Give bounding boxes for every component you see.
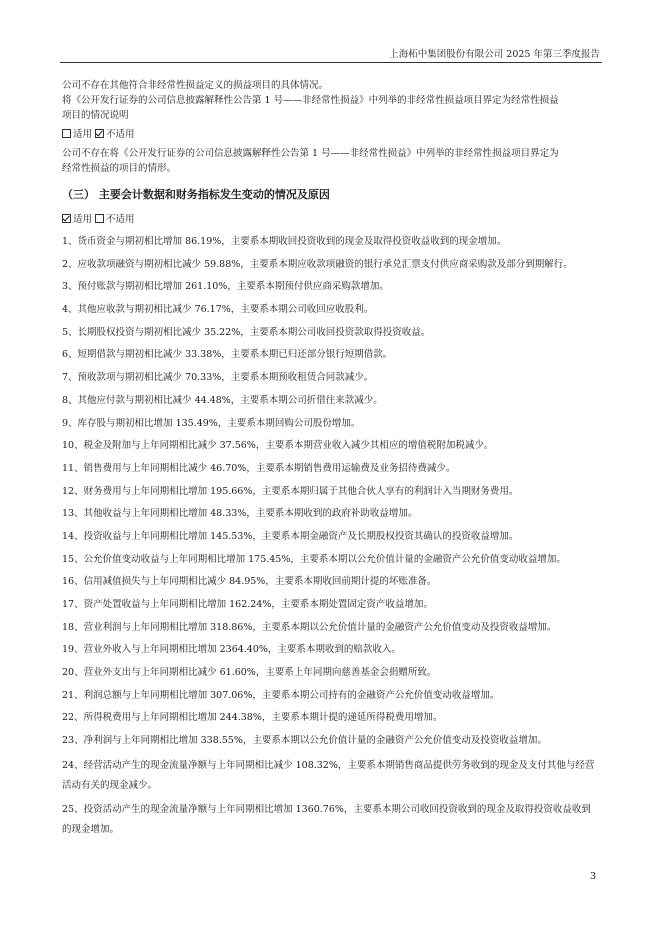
list-item: 18、营业利润与上年同期相比增加 318.86%，主要系本期以公允价值计量的金融资产公允价值变动及投资收益增加。 xyxy=(62,621,557,633)
page-number: 3 xyxy=(589,871,596,882)
checked-box-icon xyxy=(95,129,104,138)
change-reasons-list xyxy=(62,234,600,840)
list-item: 2、应收款项融资与期初相比减少 59.88%，主要系本期应收款项融资的银行承兑汇票支付供应商采购款及部分到期解行。 xyxy=(62,258,573,270)
list-item: 17、资产处置收益与上年同期相比增加 162.24%，主要系本期处置固定资产收益增加。 xyxy=(62,599,433,610)
intro-line-2: 将《公开发行证券的公司信息披露解释性公告第 1 号——非经常性损益》中列举的非经常性损益项目界定为经常性损益 xyxy=(62,95,559,106)
list-item: 3、预付账款与期初相比增加 261.10%，主要系本期预付供应商采购款增加。 xyxy=(62,281,389,293)
list-item: 25、投资活动产生的现金流量净额与上年同期相比增加 1360.76%，主要系本期公司收回投资收到的现金及取得投资收益收到的现金增加。 xyxy=(62,803,591,835)
list-item: 6、短期借款与期初相比减少 33.38%，主要系本期已归还部分银行短期借款。 xyxy=(62,349,393,361)
checked-box-icon xyxy=(62,214,71,223)
list-item: 7、预收款项与期初相比减少 70.33%，主要系本期预收租赁合同款减少。 xyxy=(62,372,374,384)
list-item: 12、财务费用与上年同期相比增加 195.66%，主要系本期归属于其他合伙人享有的利润计入当期财务费用。 xyxy=(62,485,519,497)
list-item: 22、所得税费用与上年同期相比增加 244.38%，主要系本期计提的递延所得税费用增加。 xyxy=(62,712,443,724)
list-item: 15、公允价值变动收益与上年同期相比增加 175.45%，主要系本期以公允价值计量的金融资产公允价值变动收益增加。 xyxy=(62,553,566,565)
section-title: （三） 主要会计数据和财务指标发生变动的情况及原因 xyxy=(62,188,330,201)
unchecked-box-icon xyxy=(62,129,71,138)
not-applicable-label: 不适用 xyxy=(106,214,135,225)
applicable-label: 适用 xyxy=(73,214,93,225)
list-item: 10、税金及附加与上年同期相比减少 37.56%，主要系本期营业收入减少其相应的增值税附加税减少。 xyxy=(62,440,494,452)
list-item: 5、长期股权投资与期初相比减少 35.22%，主要系本期公司收回投资款取得投资收益。 xyxy=(62,326,431,338)
list-item: 9、库存股与期初相比增加 135.49%，主要系本期回购公司股份增加。 xyxy=(62,417,361,429)
intro-line-5: 经常性损益的项目的情形。 xyxy=(62,163,177,174)
not-applicable-label: 不适用 xyxy=(106,129,135,140)
list-item: 4、其他应收款与期初相比减少 76.17%，主要系本期公司收回应收股利。 xyxy=(62,304,374,316)
list-item: 14、投资收益与上年同期相比增加 145.53%，主要系本期金融资产及长期股权投资其确认的投资收益增加。 xyxy=(62,530,519,542)
list-item: 20、营业外支出与上年同期相比减少 61.60%，主要系上年同期向慈善基金会捐赠所致。 xyxy=(62,667,437,679)
report-header: 上海柘中集团股份有限公司 2025 年第三季度报告 xyxy=(389,49,600,60)
intro-line-1: 公司不存在其他符合非经常性损益定义的损益项目的具体情况。 xyxy=(62,80,329,91)
section-applicability xyxy=(62,212,600,227)
header-divider xyxy=(60,62,602,63)
list-item: 23、净利润与上年同期相比增加 338.55%，主要系本期以公允价值计量的金融资产公允价值变动及投资收益增加。 xyxy=(62,735,547,747)
intro-line-4: 公司不存在将《公开发行证券的公司信息披露解释性公告第 1 号——非经常性损益》中列举的非经常性损益项目界定为 xyxy=(62,148,559,159)
intro-line-3: 项目的情况说明 xyxy=(62,110,129,121)
list-item: 8、其他应付款与期初相比减少 44.48%，主要系本期公司折借往来款减少。 xyxy=(62,394,383,406)
applicable-label: 适用 xyxy=(73,129,93,140)
unchecked-box-icon xyxy=(95,214,104,223)
list-item: 24、经营活动产生的现金流量净额与上年同期相比减少 108.32%，主要系本期销售商品提供劳务收到的现金及支付其他与经营活动有关的现金减少。 xyxy=(62,759,595,791)
list-item: 19、营业外收入与上年同期相比增加 2364.40%，主要系本期收到的赔款收入。 xyxy=(62,644,401,656)
list-item: 13、其他收益与上年同期相比增加 48.33%，主要系本期收到的政府补助收益增加。 xyxy=(62,508,418,520)
list-item: 16、信用减值损失与上年同期相比减少 84.95%，主要系本期收回前期计提的坏账准备。 xyxy=(62,576,437,588)
list-item: 21、利润总额与上年同期相比增加 307.06%，主要系本期公司持有的金融资产公允价值变动收益增加。 xyxy=(62,689,500,701)
list-item: 1、货币资金与期初相比增加 86.19%，主要系本期收回投资收到的现金及取得投资收益收到的现金增加。 xyxy=(62,236,507,247)
intro-applicability xyxy=(62,127,600,142)
page-content xyxy=(62,78,600,844)
list-item: 11、销售费用与上年同期相比减少 46.70%，主要系本期销售费用运输费及业务招待费减少。 xyxy=(62,462,456,474)
